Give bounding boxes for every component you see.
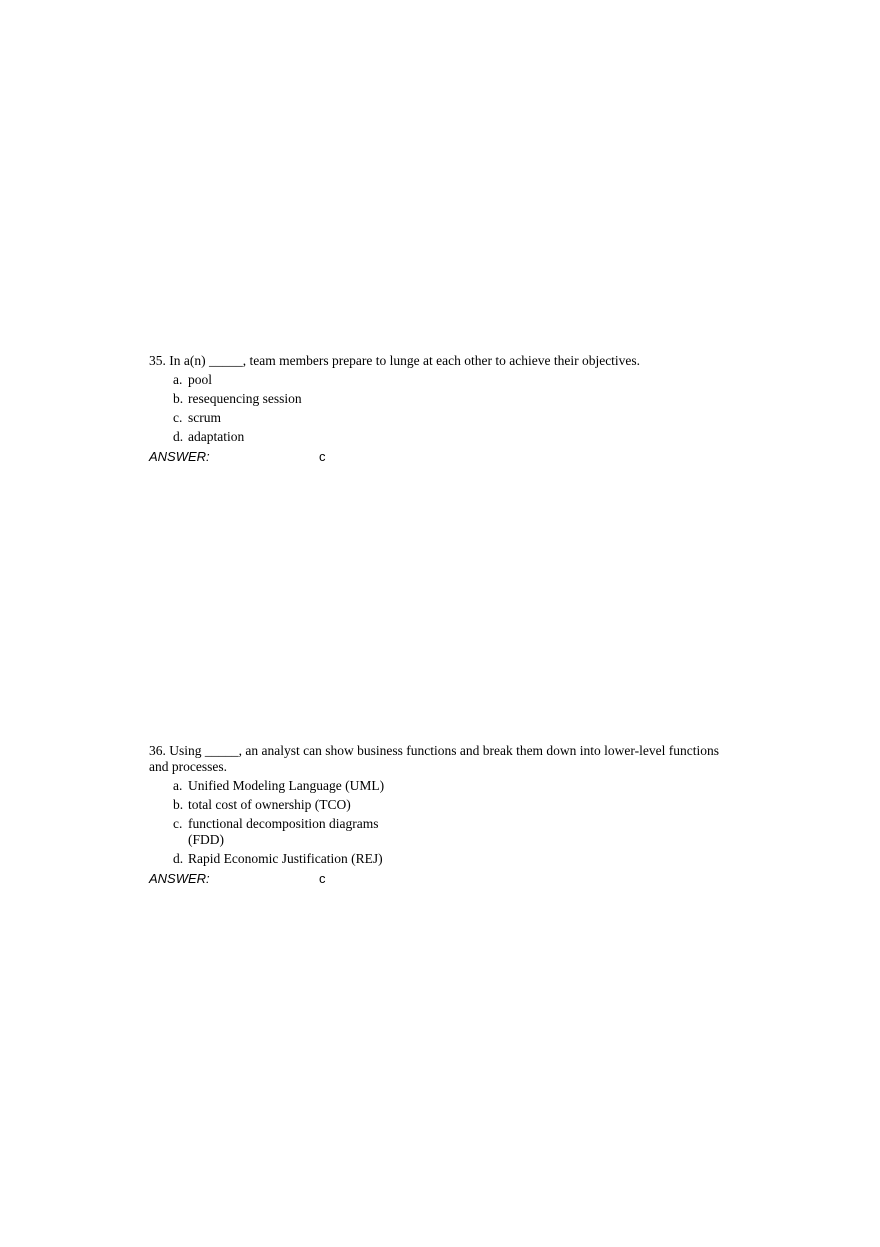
option-list xyxy=(149,778,739,867)
option-text: functional decomposition diagrams (FDD) xyxy=(188,816,379,847)
answer-35 xyxy=(149,449,326,465)
option-letter: b. xyxy=(173,391,184,406)
option-letter: a. xyxy=(173,372,183,387)
answer-36 xyxy=(149,871,326,887)
option-text: pool xyxy=(188,372,213,387)
answer-label: ANSWER: xyxy=(149,871,210,886)
question-stem: 36. Using _____, an analyst can show business functions and break them down into lower-level functions and processes. xyxy=(149,743,719,774)
option-d xyxy=(149,429,739,445)
option-letter: d. xyxy=(173,851,184,866)
option-c xyxy=(149,816,739,848)
option-c xyxy=(149,410,739,426)
option-b xyxy=(149,391,739,407)
option-letter: c. xyxy=(173,816,183,831)
option-letter: b. xyxy=(173,797,184,812)
option-letter: a. xyxy=(173,778,183,793)
option-text: Unified Modeling Language (UML) xyxy=(188,778,385,793)
option-letter: c. xyxy=(173,410,183,425)
question-stem: 35. In a(n) _____, team members prepare to lunge at each other to achieve their objectives. xyxy=(149,353,641,368)
answer-value: c xyxy=(319,871,326,886)
option-text: adaptation xyxy=(188,429,245,444)
option-a xyxy=(149,372,739,388)
option-text: Rapid Economic Justification (REJ) xyxy=(188,851,383,866)
answer-label: ANSWER: xyxy=(149,449,210,464)
option-letter: d. xyxy=(173,429,184,444)
option-text: total cost of ownership (TCO) xyxy=(188,797,351,812)
option-text: scrum xyxy=(188,410,221,425)
option-list xyxy=(149,372,739,445)
question-35 xyxy=(149,353,739,448)
option-text: resequencing session xyxy=(188,391,302,406)
option-d xyxy=(149,851,739,867)
question-36 xyxy=(149,743,739,870)
option-a xyxy=(149,778,739,794)
option-b xyxy=(149,797,739,813)
answer-value: c xyxy=(319,449,326,464)
